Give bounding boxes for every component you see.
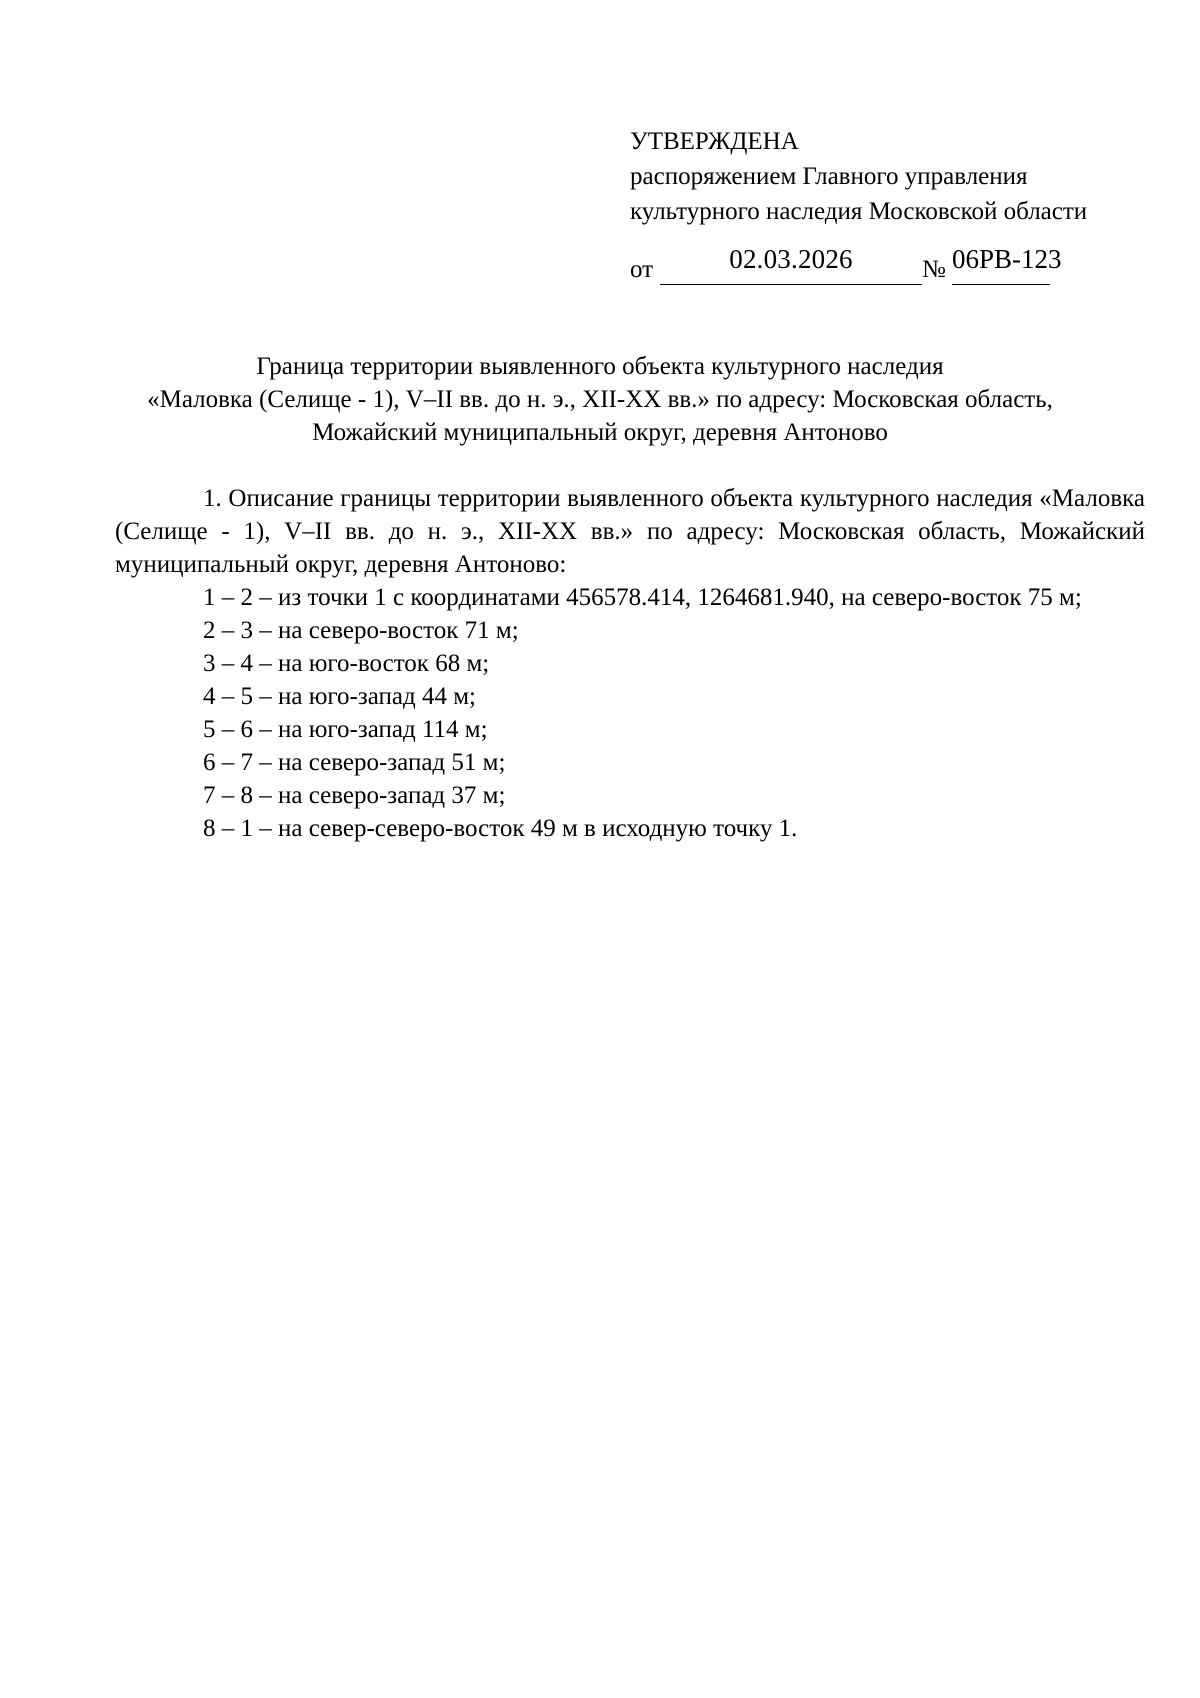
approval-authority-line: культурного наследия Московской области xyxy=(630,198,1088,225)
date-field xyxy=(660,244,922,285)
boundary-segment: 7 – 8 – на северо-запад 37 м; xyxy=(203,782,506,809)
approval-heading: УТВЕРЖДЕНА xyxy=(630,128,799,155)
description-paragraph: 1. Описание границы территории выявленного объекта культурного наследия «Маловка (Селище - 1), V–II вв. до н. э., XII-XX вв.» по адресу: Московская область, Можайский муниципальный округ, деревня Антоново: xyxy=(115,485,1145,578)
document-title xyxy=(100,350,1100,449)
document-body xyxy=(115,482,1145,845)
title-line: Граница территории выявленного объекта культурного наследия xyxy=(256,353,944,380)
boundary-segment: 6 – 7 – на северо-запад 51 м; xyxy=(203,749,506,776)
boundary-segment: 3 – 4 – на юго-восток 68 м; xyxy=(203,650,490,677)
number-field xyxy=(952,244,1062,285)
approval-block xyxy=(630,124,1150,229)
date-value: 02.03.2026 xyxy=(729,244,853,274)
date-prefix-label: от xyxy=(630,256,654,283)
boundary-segment: 2 – 3 – на северо-восток 71 м; xyxy=(203,617,519,644)
boundary-segment: 5 – 6 – на юго-запад 114 м; xyxy=(203,716,488,743)
number-value: 06РВ-123 xyxy=(952,244,1062,274)
title-line: Можайский муниципальный округ, деревня Антоново xyxy=(312,419,888,446)
number-sign: № xyxy=(922,256,946,283)
approval-authority-line: распоряжением Главного управления xyxy=(630,163,1028,190)
boundary-segment-first: 1 – 2 – из точки 1 с координатами 456578.414, 1264681.940, на северо-восток 75 м; xyxy=(203,584,1082,611)
title-line: «Маловка (Селище - 1), V–II вв. до н. э., XII-XX вв.» по адресу: Московская область, xyxy=(147,386,1053,413)
date-number-line xyxy=(630,244,1070,284)
boundary-segment: 8 – 1 – на север-северо-восток 49 м в исходную точку 1. xyxy=(203,815,798,842)
boundary-segment: 4 – 5 – на юго-запад 44 м; xyxy=(203,683,476,710)
